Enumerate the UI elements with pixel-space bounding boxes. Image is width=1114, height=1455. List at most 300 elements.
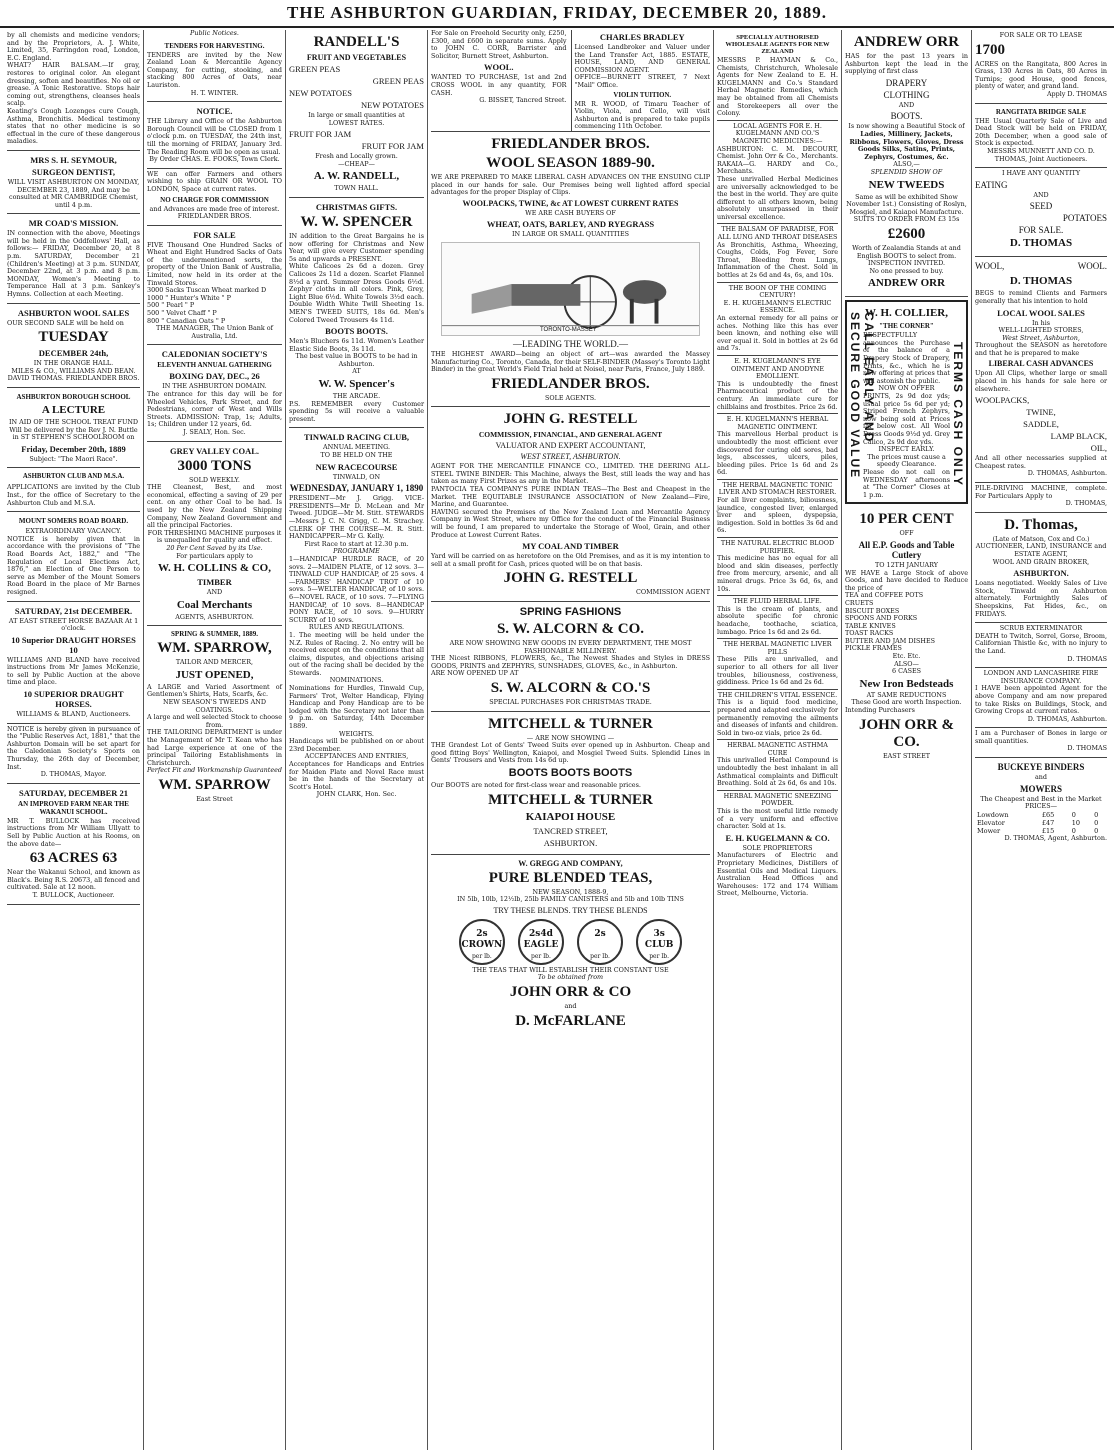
masthead: THE ASHBURTON GUARDIAN, FRIDAY, DECEMBER 20, 1889.	[0, 0, 1114, 28]
fb-title: FRIEDLANDER BROS.	[491, 135, 650, 152]
gregg-and: and	[564, 1001, 577, 1010]
harvest-sign: H. T. WINTER.	[190, 88, 239, 97]
kug-eye: E. H. KUGELMANN'S EYE OINTMENT AND ANODYNE EMOLLIENT.	[730, 356, 825, 381]
kug-balsam: THE BALSAM OF PARADISE, FOR ALL LUNG AND THROAT DISEASES	[717, 225, 838, 242]
cutlery-worth: These Good are worth Inspection.	[851, 698, 962, 707]
gregg-orr: JOHN ORR & CO	[509, 983, 632, 1000]
fb-agents: FRIEDLANDER BROS.	[491, 375, 650, 392]
club-body: APPLICATIONS are invited by the Club Inst., for the office of Secretary to the Ashburton Club and M.S.A.	[7, 483, 140, 507]
racing-held: TO BE HELD ON THE	[320, 451, 393, 460]
ad-insurance	[975, 668, 1107, 728]
gregg-established: THE TEAS THAT WILL ESTABLISH THEIR CONSTANT USE	[472, 965, 669, 974]
orr-inspect: INSPECTION INVITED.	[867, 259, 946, 268]
sparrow-name: WM. SPARROW,	[157, 640, 272, 657]
cutlery-same: AT SAME REDUCTIONS	[866, 690, 947, 699]
racing-officers: PRESIDENT—Mr J. Grigg. VICE-PRESIDENTS—Mr D. McLean and Mr Tweed. JUDGE—Mr M. Stitt. STEWARDS—Messrs J. C. N. Grigg, C. M. Strachey. CLERK OF THE COURSE—M. R. Stitt. HANDICAPPER—Mr G. Kelly.	[289, 494, 424, 541]
price-row	[975, 819, 1107, 827]
price-shillings: 0	[1071, 810, 1076, 819]
collier-vert-right: TERMS CASH ONLY	[951, 342, 965, 488]
mt-name-2: MITCHELL & TURNER	[488, 791, 653, 808]
cutlery-item: TOAST RACKS	[845, 629, 894, 638]
ad-wool-sales	[7, 304, 140, 388]
forsale-row: 500 " Velvet Chaff " P	[147, 309, 217, 318]
kug-company: E. H. KUGELMANN & CO.	[725, 832, 830, 843]
ad-pile	[975, 483, 1107, 513]
road-head: MOUNT SOMERS ROAD BOARD.	[18, 517, 129, 526]
newspaper-columns	[4, 30, 1110, 1450]
randell-large: In large or small quantities at	[308, 111, 405, 119]
wool-word-1: WOOL,	[975, 261, 1005, 272]
cutlery-item: BISCUIT BOXES	[845, 606, 900, 615]
binder-machine-icon	[442, 243, 699, 335]
bridge-head: RANGITATA BRIDGE SALE	[995, 107, 1087, 116]
top-small-ads	[431, 30, 710, 132]
alcorn-name: S. W. ALCORN & CO.	[496, 621, 645, 637]
potatoes-eating: EATING	[975, 179, 1008, 190]
school-head: ASHBURTON BOROUGH SCHOOL	[16, 393, 131, 401]
kug-asthma: HERBAL MAGNETIC ASTHMA CURE	[727, 741, 828, 757]
bazaar-intro: by all chemists and medicine vendors; and by the Proprietors, A. J. White, Limited, 35, Farringdon road, London, E.C. England.	[7, 31, 140, 62]
randell-title: RANDELL'S	[313, 34, 400, 50]
cutlery-item: TEA and COFFEE POTS	[845, 591, 924, 600]
buckeye-cheapest: The Cheapest and Best in the Market	[980, 794, 1102, 803]
spencer-items: White Calicoes 2s 6d a dozen. Grey Calicoes 2s 11d a dozen. Scarlet Flannel 8½d a yard. Summer Dress Goods 6½d. Zephyr cloths in all colors. Pink, Grey, Light Blue 6½d. White Towels 3½d each. Double Width White Twill Sheeting 1s. MEN'S TWEED SUITS, 18s 6d. Men's Colored Tweed Trousers 4s 11d.	[289, 262, 424, 324]
forsale-row: 3000 Sacks Tuscan Wheat marked D	[147, 286, 267, 295]
kug-local-list: ASHBURTON: C. M. DECOURT, Chemist. John Orr & Co., Merchants. RAKAIA—G. HARDY and Co., Merchants.	[717, 144, 838, 176]
gregg-season: NEW SEASON, 1888-9,	[532, 887, 609, 896]
forsale-row: 800 " Canadian Oats " P	[147, 316, 226, 325]
domain-sign: D. THOMAS, Mayor.	[40, 770, 107, 779]
ad-farm	[7, 784, 140, 905]
potatoes-any: I HAVE ANY QUANTITY	[1001, 169, 1081, 178]
tea-unit: per lb.	[590, 952, 610, 960]
tea-blends	[431, 917, 710, 967]
notice-sign: By Order CHAS. E. FOOKS, Town Clerk.	[149, 155, 280, 164]
potatoes-2: NEW POTATOES	[361, 100, 424, 110]
price-item: Mower	[977, 826, 1001, 835]
wool-sales-title: ASHBURTON WOOL SALES	[17, 307, 130, 318]
cutlery-cases: 6 CASES	[891, 667, 922, 676]
alcorn-sub: ARE NOW SHOWING NEW GOODS IN EVERY DEPARTMENT, THE MOST FASHIONABLE MILLINERY.	[449, 639, 692, 655]
lecture-subject: Subject: "The Maori Race".	[29, 454, 118, 463]
cutlery-item: PICKLE FRAMES	[845, 644, 902, 653]
cutlery-street: EAST STREET	[883, 751, 930, 760]
notice-body: THE Library and Office of the Ashburton Borough Council will be CLOSED from 1 o'clock p.m. on TUESDAY, the 24th inst, till the morning of FRIDAY, January 3rd. The Reading Room will be open as usual.	[147, 117, 282, 156]
cutlery-item: CRUETS	[845, 598, 874, 607]
horses-body: WILLIAMS AND BLAND have received instructions from Mr James McKenzie, to sell by Public Auction at the above time and place.	[7, 655, 140, 687]
wool-wanted-head: WOOL.	[483, 62, 514, 73]
potatoes-word: POTATOES	[1062, 213, 1107, 224]
mt-boots-body: Our BOOTS are noted for first-class wear and reasonable prices.	[431, 780, 641, 789]
agent-name: D. Thomas,	[1004, 516, 1078, 533]
cal-body: The entrance for this day will be for Wheeled Vehicles, Park Street, and for Pedestrians, corner of West and Wills Streets. ADMISSION: Trap, 1s; Adults, 1s; Children under 12 years, 6d.	[147, 390, 282, 429]
wool-season: Throughout the SEASON as heretofore and that he is prepared to make	[975, 341, 1107, 357]
coal-body: THE Cleanest, Best, and most economical, effecting a saving of 29 per cent. on any other Coal to be had. Is used by the New Zealand Shipping Company, New Zealand Government and all the principal Factories.	[147, 483, 282, 530]
award-body: THE HIGHEST AWARD—being an object of art—was awarded the Massey Manufacturing Co., Toronto, Canada, for their SELF-BINDER (Massey's Toronto Light Binder) in the great World's Field Trial held at Noisel, near Paris, France, July 1889.	[431, 349, 710, 374]
cutlery-intend: Intending Purchasers	[845, 706, 915, 715]
spencer-best: The best value in BOOTS to be had in Ashburton.	[295, 352, 418, 368]
horses-title: 10 Superior DRAUGHT HORSES 10	[11, 634, 136, 655]
cutlery-also: ALSO—	[894, 659, 919, 668]
kug-balsam-body: As Bronchitis, Asthma, Wheezing, Coughs, Colds, Fog Fever, Sore Throat, Bleeding from Lungs, Inflammation of the Chest. Sold in bottles at 2s 6d and 4s, 6s, and 10s.	[717, 240, 838, 280]
kug-desc: These unrivalled Herbal Medicines are universally acknowledged to be the best in the world. They are quite different to all others known, being absolutely unsurpassed in their universal excellence.	[717, 174, 838, 221]
restell-sub: COMMISSION, FINANCIAL, AND GENERAL AGENT	[478, 430, 663, 440]
racing-noms: NOMINATIONS.	[329, 676, 384, 685]
tea-blend-club	[636, 919, 682, 965]
orr-boots: BOOTS.	[890, 111, 923, 122]
orr-and: AND	[898, 100, 915, 109]
wool-thomas-body: BEGS to remind Clients and Farmers generally that his intention to hold	[975, 289, 1107, 305]
restell-name-2: JOHN G. RESTELL	[503, 570, 638, 587]
coal-sold: SOLD WEEKLY.	[189, 475, 240, 484]
randell-lowest: LOWEST RATES.	[328, 118, 385, 127]
ad-notice	[147, 102, 282, 169]
collier-vert-left: CALL EARLY AND SECURE GOOD VALUE	[848, 312, 876, 480]
farm-head: AN IMPROVED FARM NEAR THE WAKANUI SCHOOL.	[18, 799, 129, 816]
mission-body: IN connection with the above, Meetings will be held in the Oddfellows' Hall, as follows:— FRIDAY, December 20, at 8 p.m. SATURDAY, December 21 (Children's Meeting) at 3 p.m. SUNDAY, December 22nd, at 3 p.m. and 8 p.m. MONDAY, Women's Meeting to Temperance Hall at 3 p.m. Sankey's Hymns. Collection at each Meeting.	[7, 229, 140, 299]
illus-label: TORONTO-MASSEY	[540, 326, 597, 333]
kug-boon: THE BOON OF THE COMING CENTURY!	[728, 283, 827, 300]
randell-name: A. W. RANDELL,	[313, 170, 400, 183]
price-shillings: 0	[1071, 826, 1076, 835]
public-notices: Public Notices.	[190, 30, 239, 37]
lease-head: FOR SALE OR TO LEASE	[999, 31, 1083, 39]
potatoes-1: NEW POTATOES	[289, 88, 352, 98]
ad-racing	[289, 428, 424, 803]
gregg-try: TRY THESE BLENDS. TRY THESE BLENDS	[493, 905, 648, 915]
wool-liberal: LIBERAL CASH ADVANCES	[988, 359, 1094, 369]
ad-mission	[7, 214, 140, 303]
spencer-at: AT	[352, 367, 361, 376]
price-pence: 0	[1094, 826, 1099, 835]
alcorn-special: SPECIAL PURCHASES FOR CHRISTMAS TRADE.	[489, 697, 652, 706]
kug-snuff: HERBAL MAGNETIC SNEEZING POWDER.	[723, 791, 832, 808]
cutlery-item: BUTTER AND JAM DISHES	[845, 636, 935, 645]
ad-lecture	[7, 388, 140, 468]
racing-weights: WEIGHTS.	[339, 729, 374, 738]
ad-chemists	[7, 30, 140, 151]
price-item: Lowdown	[977, 810, 1009, 819]
notice-head: NOTICE.	[196, 106, 233, 117]
lease-big: 1700	[975, 41, 1005, 58]
column-1	[4, 30, 144, 1450]
coal-timber-body: Yard will be carried on as heretofore on the Old Premises, and as it is my intention to sell at a small profit for Cash, prices quoted will be on that basis.	[431, 552, 710, 568]
kug-fluid-body: This is the cream of plants, and absolute specific for chronic headache, toothache, sciatica, lumbago. Price 1s 6d and 2s 6d.	[717, 604, 838, 636]
ad-bridge	[975, 104, 1107, 169]
potatoes-forsale: FOR SALE.	[1018, 225, 1064, 236]
gregg-tins: IN 5lb, 10lb, 12½lb, 25lb FAMILY CANISTERS and 5lb and 10lb TINS	[457, 895, 684, 904]
orr-sum-body: Worth of Zealandia Stands at and English BOOTS to select from.	[852, 243, 961, 260]
dentist-subtitle: SURGEON DENTIST,	[32, 166, 115, 177]
racing-accept-body: Acceptances for Handicaps and Entries for Maiden Plate and Novel Race must be in the hands of the Secretary at Scott's Hotel.	[289, 760, 424, 791]
wool-in-his: In his	[1031, 318, 1051, 327]
orr-items: Ladies, Millinery, Jackets, Ribbons, Flowers, Gloves, Dress Goods Silks, Satins, Prints, Zephyrs, Costumes, &c.	[849, 129, 964, 161]
tea-unit: per lb.	[649, 952, 670, 960]
cutlery-off: OFF	[899, 529, 914, 538]
ad-spencer	[289, 198, 424, 428]
racing-weights-body: Handicaps will be published on or about 23rd December.	[289, 737, 424, 753]
spencer-body: IN addition to the Great Bargains he is now offering for Christmas and New Year, will give every Customer spending 5s and upwards a PRESENT.	[289, 231, 424, 263]
ad-bradley	[571, 30, 711, 131]
randell-fruit: FRUIT AND VEGETABLES	[306, 53, 407, 62]
restell-name: JOHN G. RESTELL	[503, 411, 638, 428]
ad-gregg	[431, 855, 710, 1036]
spencer-boots-body: Men's Bluchers 6s 11d. Women's Leather Elastic Side Boots, 3s 11d.	[289, 337, 424, 353]
orr-sum: £2600	[887, 225, 926, 242]
gregg-pure: PURE BLENDED TEAS,	[488, 869, 653, 886]
harvest-head: TENDERS FOR HARVESTING.	[164, 41, 265, 50]
road-body: NOTICE is hereby given that in accordance with the provisions of "The Road Boards Act, 1882," and "The Regulation of Local Elections Act, 1876," an Election of One Person to serve as Member of the Mount Somers Road Board in the place of Mr Barnes resigned.	[7, 534, 140, 596]
grain-sign: FRIEDLANDER BROS.	[177, 212, 252, 221]
collier-early: INSPECT EARLY.	[878, 445, 935, 454]
hair-restorer: WHAT? HAIR BALSAM.—If gray, restores to original color. An elegant dressing, soften and beautifies. No oil or grease. A Tonic Restorative. Stops hair coming out, strengthens, cleanses heals scalp.	[7, 61, 140, 108]
agent-grain: WOOL AND GRAIN BROKER,	[992, 557, 1090, 566]
fb-season: WOOL SEASON 1889-90.	[486, 154, 655, 171]
restell-val: VALUATOR AND EXPERT ACCOUNTANT,	[495, 441, 646, 451]
club-head: ASHBURTON CLUB AND M.S.A.	[22, 473, 125, 481]
cal-place: IN THE ASHBURTON DOMAIN.	[162, 382, 267, 391]
ad-orr	[845, 30, 968, 297]
violin-body: MR R. WOOD, of Timaru Teacher of Violin, Viola, and Cello, will visit Ashburton and is prepared to take pupils commencing 11th October.	[574, 99, 710, 131]
collier-sale: The prices must cause a speedy Clearance.	[867, 452, 946, 469]
jam-2: FRUIT FOR JAM	[361, 141, 424, 152]
sparrow-body: A LARGE and Varied Assortment of Gentlemen's Shirts, Hats, Scarfs, &c.	[147, 682, 282, 699]
peas-2: GREEN PEAS	[372, 76, 424, 86]
price-pounds: £15	[1041, 826, 1055, 835]
collier-name: W. H. COLLIER,	[864, 307, 949, 320]
loan-body: For Sale on Freehold Security only, £250, £300, and £600 in separate sums. Apply to JOHN C. CORR, Barrister and Solicitor, Burnett Street, Ashburton.	[431, 30, 567, 60]
coal-timber: MY COAL AND TIMBER	[522, 541, 619, 552]
potatoes-and: AND	[1033, 190, 1049, 199]
sparrow-big: WM. SPARROW	[158, 777, 271, 793]
ad-forsale	[147, 226, 282, 346]
gregg-name: W. GREGG AND COMPANY,	[518, 858, 623, 868]
column-4	[428, 30, 714, 1450]
randell-fresh: Fresh and Locally grown.	[315, 152, 398, 161]
orr-title-2: ANDREW ORR	[867, 277, 946, 290]
fb-grain: WHEAT, OATS, BARLEY, AND RYEGRASS	[486, 219, 655, 230]
sparrow-head: SPRING & SUMMER, 1889.	[171, 630, 258, 639]
sparrow-perfect: Perfect Fit and Workmanship Guaranteed	[147, 766, 282, 775]
potatoes-thomas: D. THOMAS	[1009, 237, 1073, 250]
kug-head: SPECIALLY AUTHORISED WHOLESALE AGENTS FOR NEW ZEALAND	[725, 34, 830, 55]
ad-kugelmann	[717, 30, 838, 902]
wool-twine: TWINE,	[1026, 407, 1056, 418]
kug-asthma-body: This unrivalled Herbal Compound is undoubtedly the best inhalant in all Asthmatical complaints and Difficult Breathing. Sold at 2s 6d, 6s and 10s.	[717, 756, 838, 788]
column-7	[972, 30, 1110, 1450]
kug-pills: THE HERBAL MAGNETIC LIVER PILLS	[723, 640, 832, 656]
fb-sole: SOLE AGENTS.	[545, 393, 596, 402]
ad-caledonian	[147, 345, 282, 441]
racing-course: NEW RACECOURSE	[315, 461, 398, 472]
orr-tweeds: NEW TWEEDS	[868, 178, 945, 191]
cutlery-beds: New Iron Bedsteads	[859, 677, 954, 690]
forsale-row: 500 " Pearl " P	[147, 301, 195, 310]
wool-sales-body: OUR SECOND SALE will be held on	[7, 318, 124, 327]
tea-name: EAGLE	[523, 939, 559, 950]
lecture-date: Friday, December 20th, 1889	[21, 443, 126, 454]
kug-local: LOCAL AGENTS FOR E. H. KUGELMANN AND CO.'S MAGNETIC MEDICINES:—	[732, 121, 823, 145]
sparrow-dept: THE TAILORING DEPARTMENT is under the Management of Mr T. Kean who has had Large experience at one of the principal Tailoring Establishments in Christchurch.	[147, 728, 282, 767]
racing-sign: JOHN CLARK, Hon. Sec.	[316, 790, 397, 799]
sparrow-st: East Street	[196, 795, 233, 803]
restell-agent: COMMISSION AGENT	[635, 588, 710, 597]
price-table	[975, 811, 1107, 835]
column-3	[286, 30, 428, 1450]
coal-big: 3000 TONS	[177, 457, 252, 474]
cal-sign: J. SEALY, Hon. Sec.	[183, 427, 246, 436]
tea-price: 3s	[653, 928, 665, 939]
collier-offer-body: PRINTS, 2s 9d doz yds; usual price 5s 6d per yd; Striped French Zephyrs, now being sold at Prices far below cost. All Wool Dress Goods 9½d yd. Grey Calico, 2s 9d doz yds.	[863, 392, 950, 446]
wool-clips: Upon All Clips, whether large or small placed in his hands for sale here or elsewhere.	[975, 369, 1107, 393]
sparrow-new: NEW SEASON'S TWEEDS AND COATINGS.	[163, 698, 266, 714]
mt-ash: ASHBURTON.	[543, 837, 598, 848]
spencer-ps: P.S. REMEMBER every Customer spending 5s will receive a valuable present.	[289, 399, 424, 423]
wool-street: West Street, Ashburton,	[1002, 333, 1080, 342]
road-sub: EXTRAORDINARY VACANCY.	[25, 527, 122, 536]
ad-harvest	[147, 38, 282, 103]
racing-first: First Race to start at 12.30 p.m.	[304, 539, 409, 548]
horses-big: 10 SUPERIOR DRAUGHT HORSES.	[23, 689, 124, 710]
cutlery-item: SPOONS AND FORKS	[845, 614, 918, 623]
column-2	[144, 30, 286, 1450]
kug-props-body: Manufacturers of Electric and Proprietary Medicines, Distillers of Essential Oils and Medical Liquors. Australian Head Offices and Warehouses: 172 and 174 William Street, Melbourne, Victoria.	[717, 851, 838, 898]
wool-sales-day: TUESDAY	[38, 329, 109, 346]
spencer-shop: W. W. Spencer's	[318, 378, 395, 391]
kug-snuff-body: This is the most useful little remedy of a very uniform and effective character. Sold at 1s.	[717, 807, 838, 831]
ad-randell	[289, 30, 424, 198]
buckeye-sign: D. THOMAS, Agent, Ashburton.	[1004, 833, 1107, 842]
bradley-office: OFFICE—BURNETT STREET, 7 Next "Mail" Office.	[574, 73, 710, 89]
kug-blood: THE NATURAL ELECTRIC BLOOD PURIFIER.	[720, 539, 835, 555]
bradley-body: Licensed Landbroker and Valuer under the Land Transfer Act, 1885. ESTATE, HOUSE, LAND, AND GENERAL COMMISSION AGENT.	[574, 43, 710, 74]
fb-buy: WE ARE CASH BUYERS OF	[525, 208, 616, 217]
buckeye-binders: BUCKEYE BINDERS	[997, 762, 1085, 773]
bradley-head: CHARLES BRADLEY	[599, 32, 685, 42]
orr-body: HAS for the past 13 years in Ashburton kept the lead in the supplying of first class	[845, 52, 968, 76]
sat-head: SATURDAY, 21st DECEMBER.	[14, 605, 133, 616]
orr-showing: Is now showing a Beautiful Stock of	[848, 122, 965, 131]
forsale-row: 1000 " Hunter's White " P	[147, 293, 231, 302]
orr-tweeds-body: Same as will be exhibited Show November 1st.) Consisting of Roslyn, Mosgiel, and Kaiapoi Manufacture.	[846, 192, 967, 216]
wool-stores: WELL-LIGHTED STORES,	[998, 326, 1084, 335]
racing-date: WEDNESDAY, JANUARY 1, 1890	[289, 483, 424, 494]
wool-word-2: WOOL.	[1077, 261, 1107, 272]
domain-body: NOTICE is hereby given in pursuance of the "Public Reserves Act, 1881," that the Ashburton Domain will be set apart for the Caledonian Society's Sports on Thursday, the 26th day of December, Inst.	[7, 724, 140, 771]
price-pence: 0	[1094, 818, 1099, 827]
price-pence: 0	[1094, 810, 1099, 819]
ad-collier	[845, 300, 968, 504]
ad-coal	[147, 442, 282, 627]
wool-wanted-body: WANTED TO PURCHASE, 1st and 2nd CROSS WOOL in any quantity, FOR CASH.	[431, 73, 567, 97]
tea-unit: per lb.	[531, 952, 551, 960]
collins-and: AND	[206, 588, 223, 597]
sparrow-stock: A large and well selected Stock to choose from.	[147, 713, 282, 729]
wool-local: LOCAL WOOL SALES	[997, 307, 1085, 318]
ad-restell	[431, 407, 710, 602]
racing-rules-body: 1. The meeting will be held under the N.Z. Rules of Racing. 2. No entry will be received except on the conditions that all claims, disputes, and objections arising out of the racing shall be decided by the Stewards.	[289, 630, 424, 677]
collins-name: W. H. COLLINS & CO,	[158, 562, 271, 575]
cutlery-jan: TO 12TH JANUARY	[875, 560, 938, 569]
ad-thomas-agent	[975, 513, 1107, 623]
ins-sign: D. THOMAS, Ashburton.	[1027, 714, 1107, 723]
kug-essence: E. H. KUGELMANN'S ELECTRIC ESSENCE.	[723, 298, 832, 315]
lecture-title: A LECTURE	[41, 404, 106, 416]
scrub-head: SCRUB EXTERMINATOR	[999, 624, 1083, 633]
kug-intro: MESSRS P. HAYMAN & Co., Chemists, Christchurch, Wholesale Agents for New Zealand to E. H. KUGELMANN and Co.'s Standard Herbal Magnetic Remedies, which may be obtained from all Chemists and Storekeepers all over the Colony.	[717, 56, 838, 118]
coal-discount: 20 Per Cent Saved by its Use.	[166, 543, 263, 552]
potatoes-seed: SEED	[1029, 201, 1053, 212]
restell-street: WEST STREET, ASHBURTON.	[520, 452, 621, 462]
jam-1: FRUIT FOR JAM	[289, 129, 352, 140]
ad-wool-thomas	[975, 257, 1107, 483]
collier-body: RESPECTFULLY announces the Purchase of the balance of a Drapery Stock of Drapery, Prints, &c., which he is now offering at prices that will astonish the public.	[863, 331, 950, 385]
leading-world: —LEADING THE WORLD.—	[513, 338, 628, 349]
restell-succ: HAVING secured the Premises of the New Zealand Loan and Mercantile Agency Company in West Street, where my Office for the conduct of the Financial Business will be found, I am prepared to undertake the Storage of Wool, Grain, and other Produce at Lowest Current Rates.	[431, 507, 710, 539]
spencer-arcade: THE ARCADE.	[332, 392, 381, 401]
price-pounds: £47	[1041, 818, 1055, 827]
ad-mitchell	[431, 712, 710, 855]
orr-suits: SUITS TO ORDER FROM £3 15s	[853, 215, 960, 224]
pile-body: PILE-DRIVING MACHINE, complete. For Particulars Apply to	[975, 484, 1107, 500]
ad-bones	[975, 728, 1107, 758]
wool-sign: D. THOMAS, Ashburton.	[1027, 469, 1107, 478]
sparrow-trade: TAILOR AND MERCER,	[175, 658, 254, 667]
cutlery-body: WE HAVE a Large Stock of above Goods, and have decided to Reduce the price of	[845, 568, 968, 592]
ad-scrub	[975, 623, 1107, 668]
peas-1: GREEN PEAS	[289, 64, 341, 74]
ad-domain	[7, 724, 140, 784]
collier-corner: "THE CORNER"	[879, 322, 934, 331]
ad-sparrow	[147, 626, 282, 807]
tea-price: 2s	[594, 928, 606, 939]
mt-name: MITCHELL & TURNER	[488, 715, 653, 732]
bridge-body: THE Usual Quarterly Sale of Live and Dead Stock will be held on FRIDAY, 20th December, when a good sale of Stock is expected.	[975, 116, 1107, 148]
violin-head: VIOLIN TUITION.	[613, 91, 672, 99]
farm-sign: T. BULLOCK, Auctioneer.	[32, 890, 115, 899]
orr-splendid: SPLENDID SHOW OF	[870, 167, 943, 176]
agent-late: (Late of Matson, Cox and Co.)	[992, 534, 1090, 543]
cutlery-company: JOHN ORR & CO.	[859, 716, 954, 750]
ad-dentist	[7, 151, 140, 214]
fb-qty: IN LARGE OR SMALL QUANTITIES	[511, 230, 629, 239]
racing-races: 1—HANDICAP HURDLE RACE, of 20 sovs. 2—MAIDEN PLATE, of 12 sovs. 3—TINWALD CUP HANDICAP, of 25 sovs. 4—FARMERS' HANDICAP TROT of 10 sovs. 5—WELTER HANDICAP, of 10 sovs. 6—NOVEL RACE, of 10 sovs. 7—FLYING HANDICAP, of 10 sovs. 8—HANDICAP PONY RACE, of 10 sovs. 9—HURRY SCURRY of 10 sovs.	[289, 554, 424, 624]
binder-illustration	[441, 242, 700, 336]
dentist-title: MRS S. H. SEYMOUR,	[30, 154, 117, 165]
pile-sign: D. THOMAS,	[1065, 499, 1107, 508]
sparrow-open: JUST OPENED,	[175, 668, 254, 681]
horses-sign: WILLIAMS & BLAND, Auctioneers.	[16, 710, 131, 719]
orr-also: ALSO,—	[893, 160, 920, 169]
forsale-body: FIVE Thousand One Hundred Sacks of Wheat and Eight Hundred Sacks of Oats of the undermentioned sorts, the property of the Union Bank of Australia, Limited, now held in its order at the Tinwald Stores.	[147, 240, 282, 287]
collier-offer: NOW ON OFFER	[878, 384, 935, 393]
racing-prog: PROGRAMME	[333, 547, 380, 556]
kug-props: SOLE PROPRIETORS	[742, 843, 813, 852]
kug-child-body: This is a liquid food medicine, prepared and adapted exclusively for permanently removing the ailments and diseases of infants and children. Sold in two-oz vials, price 2s 6d.	[717, 698, 838, 737]
gregg-mcfarlane: D. McFARLANE	[515, 1012, 626, 1029]
spencer-boots: BOOTS BOOTS.	[325, 326, 388, 337]
buckeye-mowers: MOWERS	[1019, 783, 1062, 794]
randell-hall: TOWN HALL.	[334, 184, 379, 193]
sat-body: AT EAST STREET HORSE BAZAAR At 1 o'clock.	[8, 616, 139, 633]
scrub-body: DEATH to Twitch, Sorrel, Gorse, Broom, Californian Thistle &c, with no injury to the Land.	[975, 631, 1107, 655]
coal-head: GREY VALLEY COAL.	[169, 445, 260, 456]
spring-fashions: SPRING FASHIONS	[519, 606, 622, 618]
ad-loan	[431, 30, 567, 131]
bones-body: I am a Purchaser of Bones in large or small quantities.	[975, 729, 1107, 745]
grain-adv: and Advances are made free of interest.	[149, 204, 280, 213]
cal-sub: ELEVENTH ANNUAL GATHERING	[157, 361, 272, 370]
